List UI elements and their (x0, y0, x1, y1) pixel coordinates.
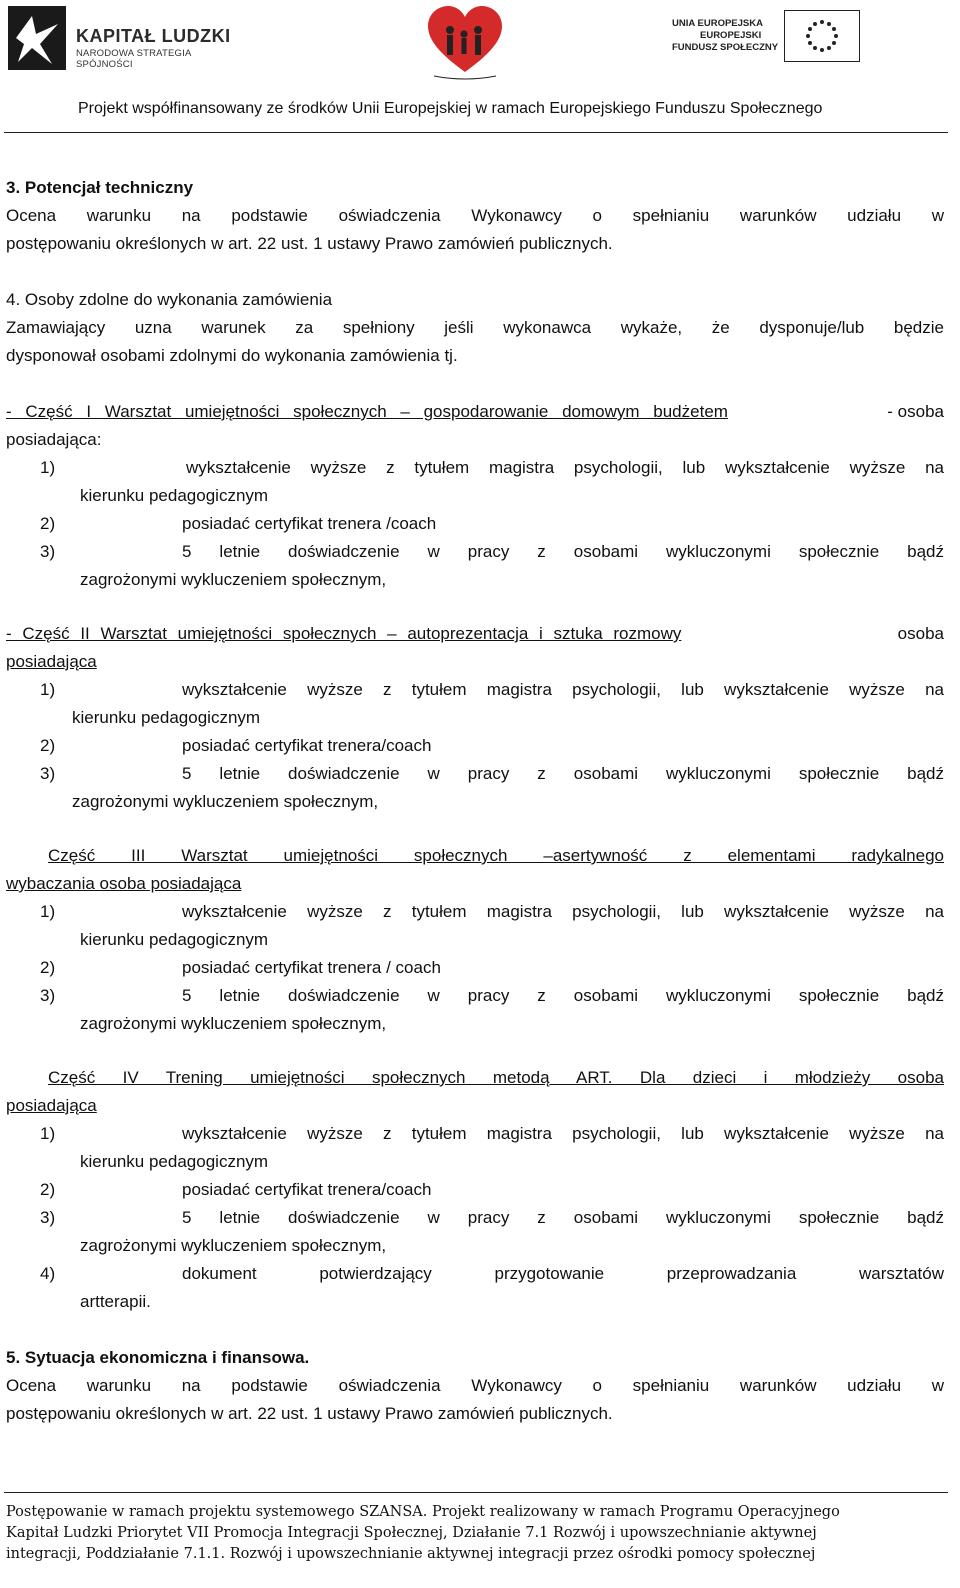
part-3-item-1-text: wykształcenie wyższe z tytułem magistra psychologii, lub wykształcenie wyższe na (182, 902, 944, 921)
eu-line-2: EUROPEJSKI (700, 30, 762, 41)
section-3-heading: 3. Potencjał techniczny (6, 178, 194, 197)
part-1-item-2-text: posiadać certyfikat trenera /coach (182, 514, 437, 533)
section-4-line-2: dysponował osobami zdolnymi do wykonania zamówienia tj. (6, 346, 458, 365)
part-3-item-2-text: posiadać certyfikat trenera / coach (182, 958, 441, 977)
section-3-line-2: postępowaniu określonych w art. 22 ust. 1 ustawy Prawo zamówień publicznych. (6, 234, 613, 253)
szansa-heart-logo (420, 0, 510, 84)
footer-line-2: Kapitał Ludzki Priorytet VII Promocja Integracji Społecznej, Działanie 7.1 Rozwój i upowszechnianie aktywnej (6, 1525, 817, 1541)
part-4-item-3-number: 3) (40, 1208, 56, 1227)
header-logos (0, 0, 960, 84)
part-3-item-3-cont: zagrożonymi wykluczeniem społecznym, (80, 1014, 387, 1033)
part-1-item-3-cont: zagrożonymi wykluczeniem społecznym, (80, 570, 387, 589)
cofinancing-line: Projekt współfinansowany ze środków Unii Europejskiej w ramach Europejskiego Funduszu Społecznego (78, 100, 823, 117)
part-4-item-3-text: 5 letnie doświadczenie w pracy z osobami wykluczonymi społecznie bądź (182, 1208, 944, 1227)
part-2-item-1-number: 1) (40, 680, 56, 699)
part-3-item-1-cont: kierunku pedagogicznym (80, 930, 269, 949)
part-2-item-2-text: posiadać certyfikat trenera/coach (182, 736, 432, 755)
part-1-title-rest: - osoba (887, 402, 944, 421)
kapital-ludzki-subtitle: NARODOWA STRATEGIA SPÓJNOŚCI (76, 48, 191, 70)
part-4-item-4-number: 4) (40, 1264, 56, 1283)
part-3-item-1-number: 1) (40, 902, 56, 921)
page-footer (6, 1502, 946, 1565)
part-2-title-rest: osoba (897, 624, 944, 643)
part-2-item-3-cont: zagrożonymi wykluczeniem społecznym, (72, 792, 379, 811)
part-4-item-3-cont: zagrożonymi wykluczeniem społecznym, (80, 1236, 387, 1255)
part-1-item-1-cont: kierunku pedagogicznym (80, 486, 269, 505)
part-2-title-text: - Część II Warsztat umiejętności społecznych – autoprezentacja i sztuka rozmowy (6, 624, 682, 643)
part-3-title: Część III Warsztat umiejętności społecznych –asertywność z elementami radykalnego (48, 846, 944, 865)
part-3-title-line-2: wybaczania osoba posiadająca (6, 874, 242, 893)
part-1-title (6, 398, 944, 426)
part-2-item-1-cont: kierunku pedagogicznym (72, 708, 261, 727)
part-1-item-2-number: 2) (40, 514, 56, 533)
part-4-title-line-2: posiadająca (6, 1096, 97, 1115)
part-4-item-1-text: wykształcenie wyższe z tytułem magistra psychologii, lub wykształcenie wyższe na (182, 1124, 944, 1143)
part-2-item-3-text: 5 letnie doświadczenie w pracy z osobami wykluczonymi społecznie bądź (182, 764, 944, 783)
kapital-ludzki-title: KAPITAŁ LUDZKI (76, 26, 231, 46)
part-4-item-4-text: dokument potwierdzający przygotowanie przeprowadzania warsztatów (182, 1264, 944, 1283)
eu-logo (672, 8, 862, 64)
eu-logo-text (672, 18, 778, 54)
part-4-item-1-number: 1) (40, 1124, 56, 1143)
part-3-item-3-number: 3) (40, 986, 56, 1005)
part-4-title: Część IV Trening umiejętności społecznych metodą ART. Dla dzieci i młodzieży osoba (48, 1068, 944, 1087)
part-2-title-line-2: posiadająca (6, 652, 97, 671)
part-2-item-2-number: 2) (40, 736, 56, 755)
part-1-item-3-number: 3) (40, 542, 56, 561)
part-4-item-4-cont: artterapii. (80, 1292, 151, 1311)
part-3-item-3-text: 5 letnie doświadczenie w pracy z osobami wykluczonymi społecznie bądź (182, 986, 944, 1005)
part-1-item-1-text: wykształcenie wyższe z tytułem magistra psychologii, lub wykształcenie wyższe na (186, 458, 944, 477)
footer-line-3: integracji, Poddziałanie 7.1.1. Rozwój i upowszechnianie aktywnej integracji przez ośrodki pomocy społecznej (6, 1546, 816, 1562)
header-rule (4, 132, 948, 133)
section-3-line-1: Ocena warunku na podstawie oświadczenia Wykonawcy o spełnianiu warunków udziału w (6, 206, 944, 225)
section-5-heading: 5. Sytuacja ekonomiczna i finansowa. (6, 1348, 310, 1367)
part-1-title-line-2: posiadająca: (6, 430, 102, 449)
part-2-item-1-text: wykształcenie wyższe z tytułem magistra psychologii, lub wykształcenie wyższe na (182, 680, 944, 699)
kapital-ludzki-logo (6, 4, 246, 74)
part-2-item-3-number: 3) (40, 764, 56, 783)
eu-flag-icon (784, 10, 860, 62)
heart-family-icon (420, 0, 510, 84)
section-4-heading: 4. Osoby zdolne do wykonania zamówienia (6, 290, 333, 309)
section-5-line-1: Ocena warunku na podstawie oświadczenia Wykonawcy o spełnianiu warunków udziału w (6, 1376, 944, 1395)
footer-rule (4, 1492, 948, 1493)
part-2-title (6, 620, 944, 648)
part-1-title-text: - Część I Warsztat umiejętności społecznych – gospodarowanie domowym budżetem (6, 402, 728, 421)
kapital-ludzki-emblem-icon (6, 4, 70, 72)
part-4-item-2-number: 2) (40, 1180, 56, 1199)
part-3-item-2-number: 2) (40, 958, 56, 977)
footer-line-1: Postępowanie w ramach projektu systemowego SZANSA. Projekt realizowany w ramach Programu Operacyjnego (6, 1504, 840, 1520)
part-1-item-1-number: 1) (40, 458, 56, 477)
section-4-line-1: Zamawiający uzna warunek za spełniony jeśli wykonawca wykaże, że dysponuje/lub będzie (6, 318, 944, 337)
part-4-item-2-text: posiadać certyfikat trenera/coach (182, 1180, 432, 1199)
section-5-line-2: postępowaniu określonych w art. 22 ust. 1 ustawy Prawo zamówień publicznych. (6, 1404, 613, 1423)
part-1-item-3-text: 5 letnie doświadczenie w pracy z osobami wykluczonymi społecznie bądź (182, 542, 944, 561)
eu-line-1: UNIA EUROPEJSKA (672, 18, 763, 29)
part-4-item-1-cont: kierunku pedagogicznym (80, 1152, 269, 1171)
part-1-title-underlined (6, 398, 879, 426)
eu-line-3: FUNDUSZ SPOŁECZNY (672, 42, 779, 53)
